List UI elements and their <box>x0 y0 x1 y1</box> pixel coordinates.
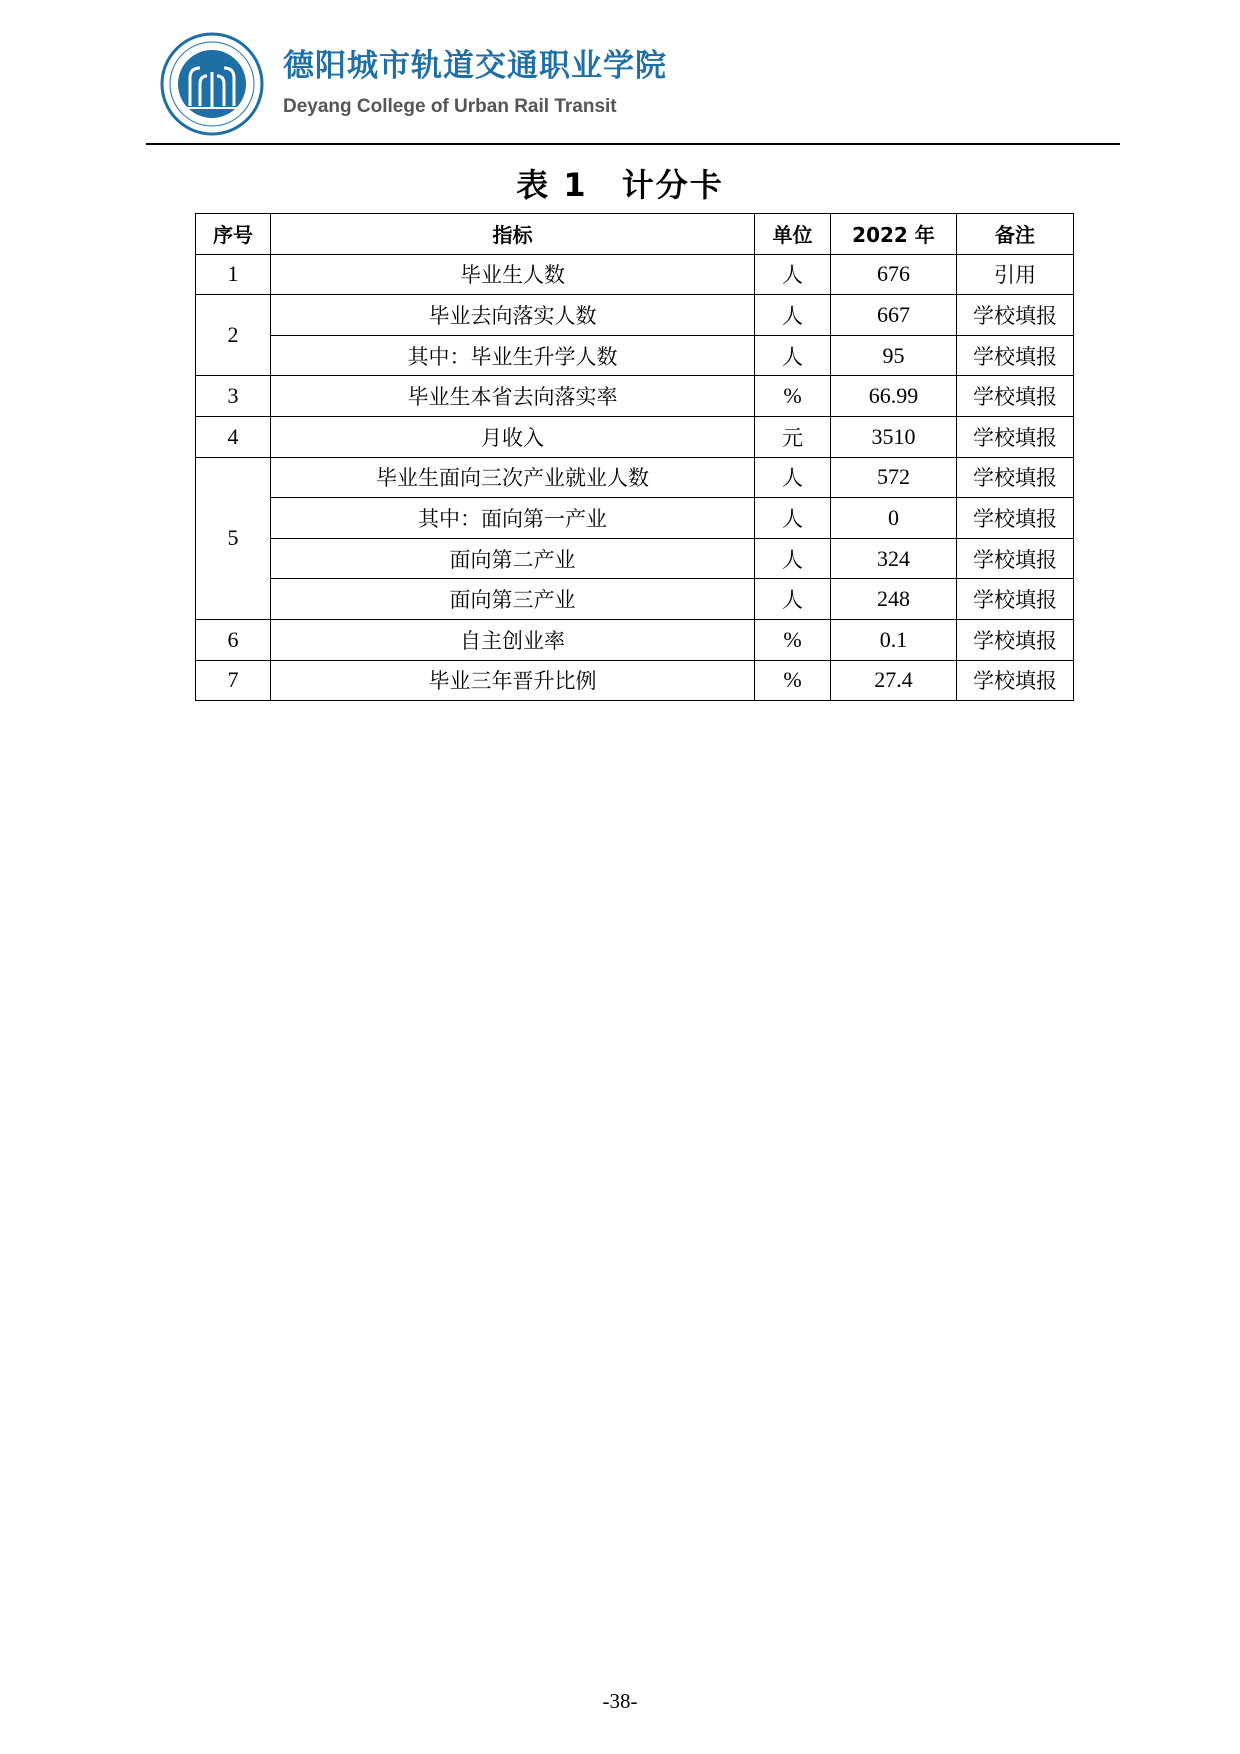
note-cell: 学校填报 <box>957 295 1074 336</box>
column-header-indicator: 指标 <box>271 214 755 255</box>
note-cell: 学校填报 <box>957 457 1074 498</box>
table-row <box>196 619 1074 660</box>
value-cell: 248 <box>831 579 957 620</box>
college-seal-icon <box>160 32 264 136</box>
row-number: 5 <box>196 457 271 619</box>
column-header-no: 序号 <box>196 214 271 255</box>
unit-cell: 人 <box>755 579 831 620</box>
unit-cell: 人 <box>755 457 831 498</box>
value-cell: 3510 <box>831 416 957 457</box>
unit-cell: 元 <box>755 416 831 457</box>
unit-cell: 人 <box>755 254 831 295</box>
indicator-cell: 毕业生本省去向落实率 <box>271 376 755 417</box>
note-cell: 学校填报 <box>957 376 1074 417</box>
unit-cell: 人 <box>755 295 831 336</box>
value-cell: 95 <box>831 335 957 376</box>
table-row <box>196 660 1074 701</box>
row-number: 1 <box>196 254 271 295</box>
note-cell: 学校填报 <box>957 619 1074 660</box>
table-title: 表 1 计分卡 <box>516 166 724 204</box>
note-cell: 学校填报 <box>957 579 1074 620</box>
indicator-cell: 自主创业率 <box>271 619 755 660</box>
note-cell: 学校填报 <box>957 498 1074 539</box>
row-number: 2 <box>196 295 271 376</box>
note-cell: 学校填报 <box>957 416 1074 457</box>
table-row <box>196 335 1074 376</box>
table-row <box>196 295 1074 336</box>
row-number: 6 <box>196 619 271 660</box>
indicator-cell: 其中：面向第一产业 <box>271 498 755 539</box>
unit-cell: 人 <box>755 335 831 376</box>
indicator-cell: 其中：毕业生升学人数 <box>271 335 755 376</box>
value-cell: 676 <box>831 254 957 295</box>
indicator-cell: 面向第三产业 <box>271 579 755 620</box>
column-header-note: 备注 <box>957 214 1074 255</box>
value-cell: 0.1 <box>831 619 957 660</box>
table-header-row <box>196 214 1074 255</box>
school-name-cn: 德阳城市轨道交通职业学院 <box>283 48 667 84</box>
page-number: -38- <box>602 1689 638 1713</box>
indicator-cell: 月收入 <box>271 416 755 457</box>
table-row <box>196 579 1074 620</box>
page-header <box>160 30 1120 142</box>
row-number: 7 <box>196 660 271 701</box>
indicator-cell: 毕业三年晋升比例 <box>271 660 755 701</box>
indicator-cell: 毕业生面向三次产业就业人数 <box>271 457 755 498</box>
table-row <box>196 254 1074 295</box>
unit-cell: % <box>755 376 831 417</box>
unit-cell: 人 <box>755 498 831 539</box>
unit-cell: % <box>755 619 831 660</box>
indicator-cell: 面向第二产业 <box>271 538 755 579</box>
table-row <box>196 416 1074 457</box>
value-cell: 324 <box>831 538 957 579</box>
note-cell: 学校填报 <box>957 660 1074 701</box>
note-cell: 学校填报 <box>957 335 1074 376</box>
header-divider <box>146 143 1120 145</box>
note-cell: 引用 <box>957 254 1074 295</box>
table-row <box>196 457 1074 498</box>
unit-cell: 人 <box>755 538 831 579</box>
value-cell: 0 <box>831 498 957 539</box>
note-cell: 学校填报 <box>957 538 1074 579</box>
table-row <box>196 538 1074 579</box>
row-number: 3 <box>196 376 271 417</box>
value-cell: 66.99 <box>831 376 957 417</box>
scorecard-table <box>195 213 1074 701</box>
column-header-year: 2022 年 <box>831 214 957 255</box>
row-number: 4 <box>196 416 271 457</box>
table-row <box>196 376 1074 417</box>
unit-cell: % <box>755 660 831 701</box>
indicator-cell: 毕业去向落实人数 <box>271 295 755 336</box>
column-header-unit: 单位 <box>755 214 831 255</box>
school-name-en: Deyang College of Urban Rail Transit <box>283 96 617 117</box>
value-cell: 572 <box>831 457 957 498</box>
table-row <box>196 498 1074 539</box>
value-cell: 667 <box>831 295 957 336</box>
indicator-cell: 毕业生人数 <box>271 254 755 295</box>
value-cell: 27.4 <box>831 660 957 701</box>
